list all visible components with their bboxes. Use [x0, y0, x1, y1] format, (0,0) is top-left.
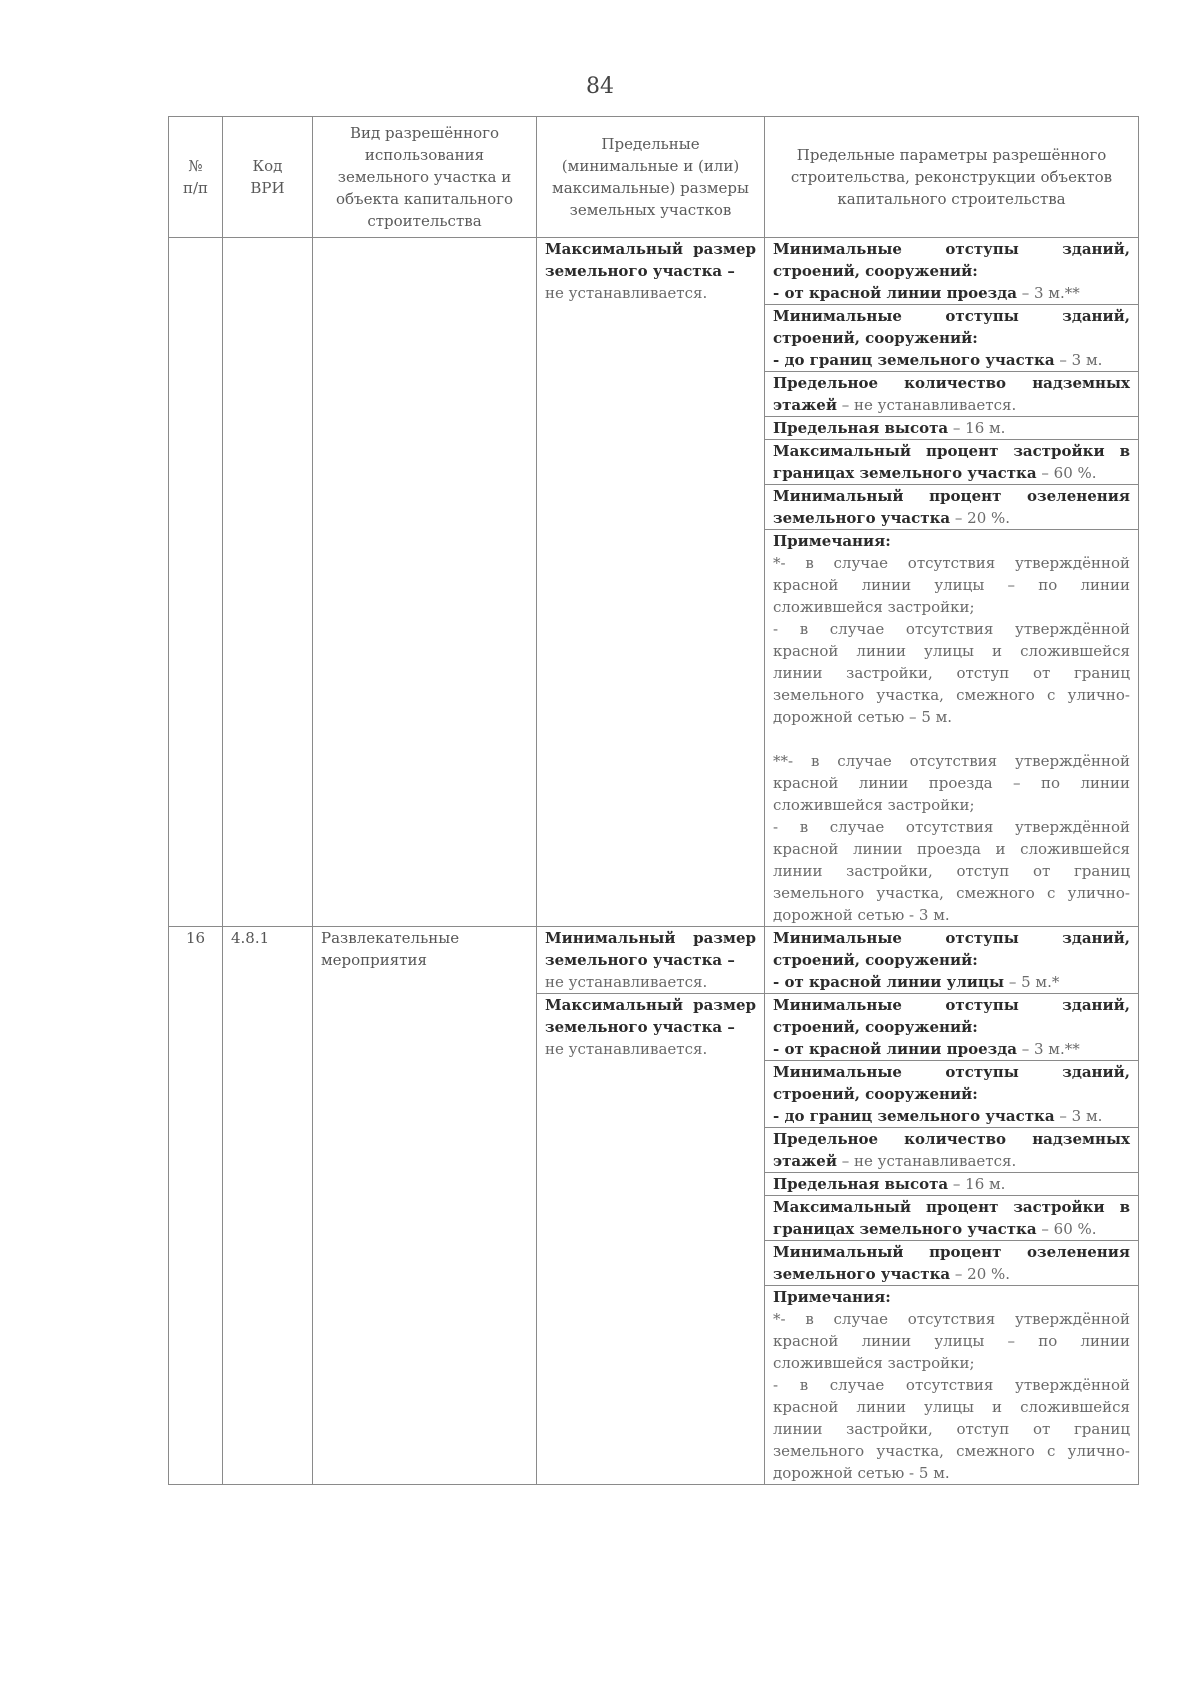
- header-size: Предельные (минимальные и (или) максимальные) размеры земельных участков: [537, 117, 765, 238]
- page-number: 84: [586, 74, 614, 99]
- param-green: Минимальный процент озеленения земельного участка – 20 %.: [765, 1241, 1139, 1286]
- param-height: Предельная высота – 16 м.: [765, 1173, 1139, 1196]
- cell-code: 4.8.1: [223, 927, 313, 1485]
- cell-min-size: Минимальный размер земельного участка – не устанавливается.: [537, 927, 765, 994]
- param-notes: Примечания: *- в случае отсутствия утверждённой красной линии улицы – по линии сложившейся застройки; - в случае отсутствия утверждённой красной линии улицы и сложившейся линии застройки, отступ от границ земельного участка, смежного с улично-дорожной сетью - 5 м.: [765, 1286, 1139, 1485]
- param-floors: Предельное количество надземных этажей – не устанавливается.: [765, 372, 1139, 417]
- header-num: № п/п: [169, 117, 223, 238]
- table-header-row: [169, 117, 1139, 238]
- param-height: Предельная высота – 16 м.: [765, 417, 1139, 440]
- param-coverage: Максимальный процент застройки в границах земельного участка – 60 %.: [765, 440, 1139, 485]
- table-row: [169, 927, 1139, 994]
- cell-name: Развлекательные мероприятия: [313, 927, 537, 1485]
- param-notes: Примечания: *- в случае отсутствия утверждённой красной линии улицы – по линии сложившейся застройки; - в случае отсутствия утверждённой красной линии улицы и сложившейся линии застройки, отступ от границ земельного участка, смежного с улично-дорожной сетью – 5 м. **- в случае отсутствия утверждённой красной линии проезда – по линии сложившейся застройки; - в случае отсутствия утверждённой красной линии проезда и сложившейся линии застройки, отступ от границ земельного участка, смежного с улично-дорожной сетью - 3 м.: [765, 530, 1139, 927]
- cell-code-empty: [223, 238, 313, 927]
- param-setback-red-road: Минимальные отступы зданий, строений, сооружений: - от красной линии проезда – 3 м.**: [765, 994, 1139, 1061]
- table-row: [169, 238, 1139, 305]
- param-coverage: Максимальный процент застройки в границах земельного участка – 60 %.: [765, 1196, 1139, 1241]
- cell-num: 16: [169, 927, 223, 1485]
- cell-num-empty: [169, 238, 223, 927]
- param-floors: Предельное количество надземных этажей – не устанавливается.: [765, 1128, 1139, 1173]
- cell-name-empty: [313, 238, 537, 927]
- param-setback-red-road: Минимальные отступы зданий, строений, сооружений: - от красной линии проезда – 3 м.**: [765, 238, 1139, 305]
- param-setback-border: Минимальные отступы зданий, строений, сооружений: - до границ земельного участка – 3 м.: [765, 1061, 1139, 1128]
- cell-max-size: Максимальный размер земельного участка – не устанавливается.: [537, 238, 765, 927]
- param-setback-red-street: Минимальные отступы зданий, строений, сооружений: - от красной линии улицы – 5 м.*: [765, 927, 1139, 994]
- land-use-table: [168, 116, 1139, 1485]
- param-green: Минимальный процент озеленения земельного участка – 20 %.: [765, 485, 1139, 530]
- cell-max-size: Максимальный размер земельного участка – не устанавливается.: [537, 994, 765, 1485]
- header-code: Код ВРИ: [223, 117, 313, 238]
- header-name: Вид разрешённого использования земельного участка и объекта капитального строительства: [313, 117, 537, 238]
- param-setback-border: Минимальные отступы зданий, строений, сооружений: - до границ земельного участка – 3 м.: [765, 305, 1139, 372]
- header-params: Предельные параметры разрешённого строительства, реконструкции объектов капитального строительства: [765, 117, 1139, 238]
